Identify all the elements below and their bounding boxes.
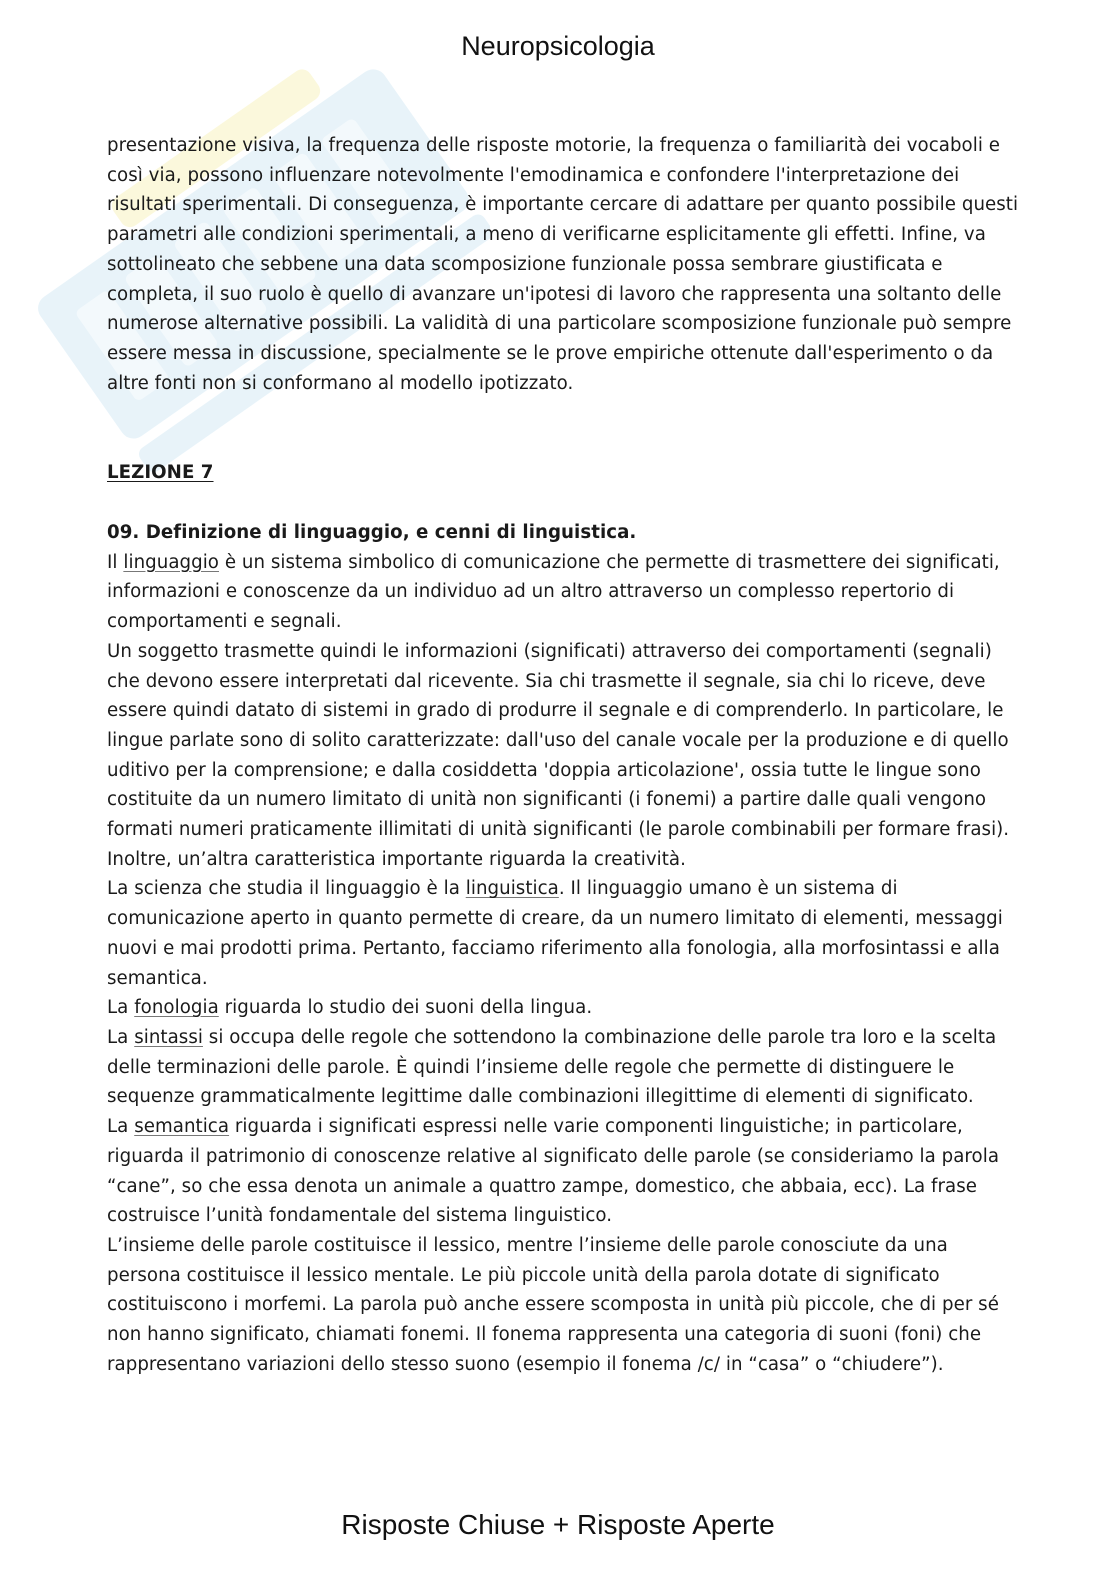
document-body <box>107 131 1027 1379</box>
paragraph-linguaggio: Il linguaggio è un sistema simbolico di comunicazione che permette di trasmettere dei significati, informazioni e conoscenze da un individuo ad un altro attraverso un complesso repertorio di comportamenti e segnali. <box>107 551 1000 633</box>
section-heading: 09. Definizione di linguaggio, e cenni di linguistica. <box>107 522 637 544</box>
spacer <box>107 398 1027 458</box>
term-linguaggio: linguaggio <box>123 551 219 573</box>
page-header-title: Neuropsicologia <box>461 31 655 61</box>
term-linguistica: linguistica <box>465 878 559 900</box>
paragraph-segnali: Un soggetto trasmette quindi le informazioni (significati) attraverso dei comportamenti (segnali) che devono essere interpretati dal ricevente. Sia chi trasmette il segnale, sia chi lo riceve, deve essere quindi datato di sistemi in grado di produrre il segnale e di comprenderlo. In particolare, le lingue parlate sono di solito caratterizzate: dall'uso del canale vocale per la produzione e di quello uditivo per la comprensione; e dalla cosiddetta 'doppia articolazione', ossia tutte le lingue sono costituite da un numero limitato di unità non significanti (i fonemi) a partire dalle quali vengono formati numeri praticamente illimitati di unità significanti (le parole combinabili per formare frasi). Inoltre, un’altra caratteristica importante riguarda la creatività. <box>107 640 1010 870</box>
term-fonologia: fonologia <box>134 997 219 1019</box>
lesson-heading: LEZIONE 7 <box>107 462 214 484</box>
spacer <box>107 488 1027 518</box>
term-semantica: semantica <box>134 1116 230 1138</box>
page-footer-text: Risposte Chiuse + Risposte Aperte <box>341 1509 775 1540</box>
intro-paragraph: presentazione visiva, la frequenza delle risposte motorie, la frequenza o familiarità dei vocaboli e così via, possono influenzare notevolmente l'emodinamica e confondere l'interpretazione dei risultati sperimentali. Di conseguenza, è importante cercare di adattare per quanto possibile questi parametri alle condizioni sperimentali, a meno di verificarne esplicitamente gli effetti. Infine, va sottolineato che sebbene una data scomposizione funzionale possa sembrare giustificata e completa, il suo ruolo è quello di avanzare un'ipotesi di lavoro che rappresenta una soltanto delle numerose alternative possibili. La validità di una particolare scomposizione funzionale può sempre essere messa in discussione, specialmente se le prove empiriche ottenute dall'esperimento o da altre fonti non si conformano al modello ipotizzato. <box>107 135 1019 394</box>
paragraph-lessico: L’insieme delle parole costituisce il lessico, mentre l’insieme delle parole conosciute da una persona costituisce il lessico mentale. Le più piccole unità della parola dotate di significato costituiscono i morfemi. La parola può anche essere scomposta in unità più piccole, che di per sé non hanno significato, chiamati fonemi. Il fonema rappresenta una categoria di suoni (foni) che rappresentano variazioni dello stesso suono (esempio il fonema /c/ in “casa” o “chiudere”). <box>107 1234 999 1375</box>
paragraph-linguistica: La scienza che studia il linguaggio è la linguistica. Il linguaggio umano è un sistema di comunicazione aperto in quanto permette di creare, da un numero limitato di elementi, messaggi nuovi e mai prodotti prima. Pertanto, facciamo riferimento alla fonologia, alla morfosintassi e alla semantica. <box>107 878 1003 989</box>
paragraph-semantica: La semantica riguarda i significati espressi nelle varie componenti linguistiche; in particolare, riguarda il patrimonio di conoscenze relative al significato delle parole (se consideriamo la parola “cane”, so che essa denota un animale a quattro zampe, domestico, che abbaia, ecc). La frase costruisce l’unità fondamentale del sistema linguistico. <box>107 1116 1000 1227</box>
paragraph-fonologia: La fonologia riguarda lo studio dei suoni della lingua. <box>107 997 593 1019</box>
paragraph-sintassi: La sintassi si occupa delle regole che sottendono la combinazione delle parole tra loro e la scelta delle terminazioni delle parole. È quindi l’insieme delle regole che permette di distinguere le sequenze grammaticalmente legittime dalle combinazioni illegittime di elementi di significato. <box>107 1026 997 1108</box>
term-sintassi: sintassi <box>134 1026 203 1048</box>
